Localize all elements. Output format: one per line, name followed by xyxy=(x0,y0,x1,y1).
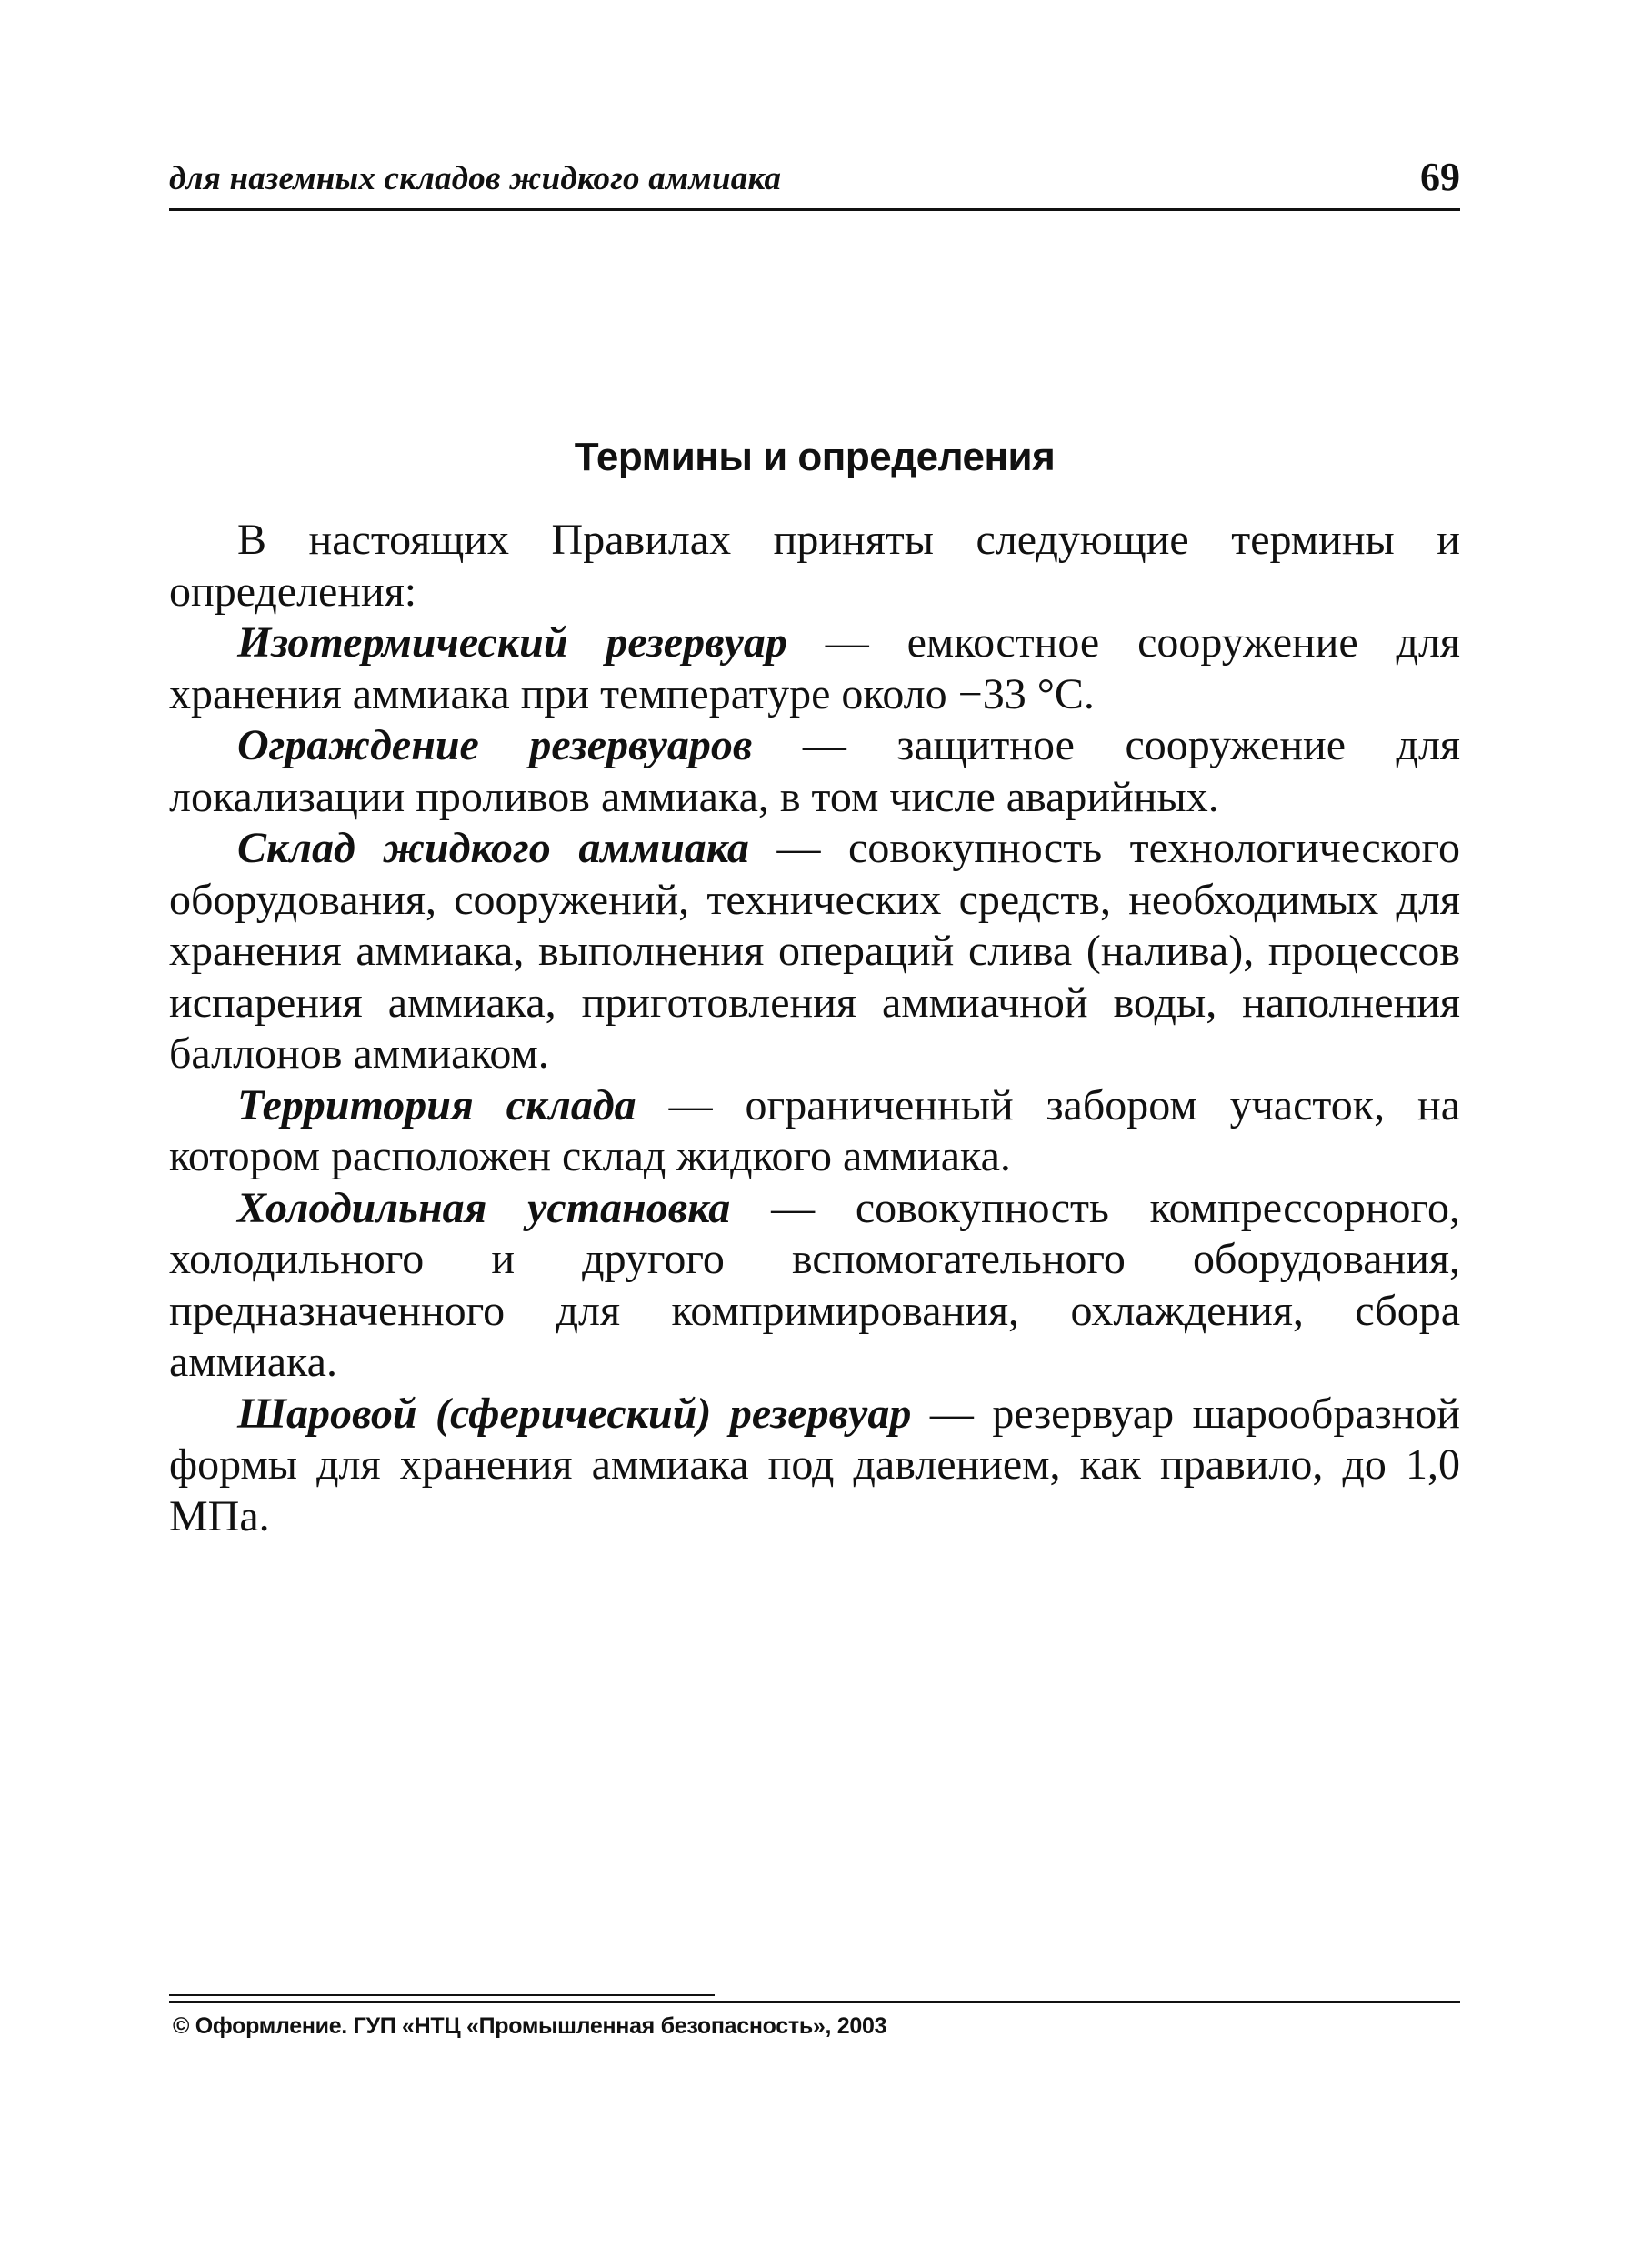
running-header xyxy=(169,155,1460,214)
definition-term: Ограждение резервуаров xyxy=(237,721,753,769)
definition-term: Изотермический резервуар xyxy=(237,618,787,667)
definition-term: Шаровой (сферический) резервуар xyxy=(237,1389,912,1438)
definition-text: — емкостное сооружение для хранения аммиака при температуре около −33 °С. xyxy=(169,618,1461,718)
definition-term: Склад жидкого аммиака xyxy=(237,824,749,872)
section-title: Термины и определения xyxy=(574,435,1056,479)
intro-paragraph: В настоящих Правилах приняты следующие термины и определения: xyxy=(169,516,1460,616)
definition-paragraph xyxy=(169,1080,1460,1183)
body-text xyxy=(169,515,1460,1542)
footer-copyright: © Оформление. ГУП «НТЦ «Промышленная безопасность», 2003 xyxy=(173,2013,887,2039)
definition-text: — защитное сооружение для локализации проливов аммиака, в том числе аварийных. xyxy=(169,721,1461,821)
definition-text: — резервуар шарообразной формы для хранения аммиака под давлением, как правило, до 1,0 МПа. xyxy=(169,1389,1460,1540)
definition-paragraph xyxy=(169,617,1460,720)
definition-text: — совокупность компрессорного, холодильного и другого вспомогательного оборудования, предназначенного для компримирования, охлаждения, сбора аммиака. xyxy=(169,1183,1461,1386)
footer-rule-thin xyxy=(169,1994,715,1996)
running-title: для наземных складов жидкого аммиака xyxy=(169,160,782,197)
definition-text: — совокупность технологического оборудования, сооружений, технических средств, необходимых для хранения аммиака, выполнения операций слива (налива), процессов испарения аммиака, приготовления аммиачной воды, наполнения баллонов аммиаком. xyxy=(169,824,1461,1078)
definition-paragraph xyxy=(169,823,1460,1080)
definition-paragraph xyxy=(169,720,1460,823)
footer-rule xyxy=(169,2001,1460,2003)
definition-paragraph xyxy=(169,1183,1460,1389)
definition-term: Территория склада xyxy=(237,1080,636,1129)
definition-text: — ограниченный забором участок, на котором расположен склад жидкого аммиака. xyxy=(169,1080,1461,1180)
definition-term: Холодильная установка xyxy=(237,1183,731,1232)
header-rule xyxy=(169,208,1460,211)
definition-paragraph xyxy=(169,1389,1460,1543)
page-number: 69 xyxy=(1420,155,1460,199)
